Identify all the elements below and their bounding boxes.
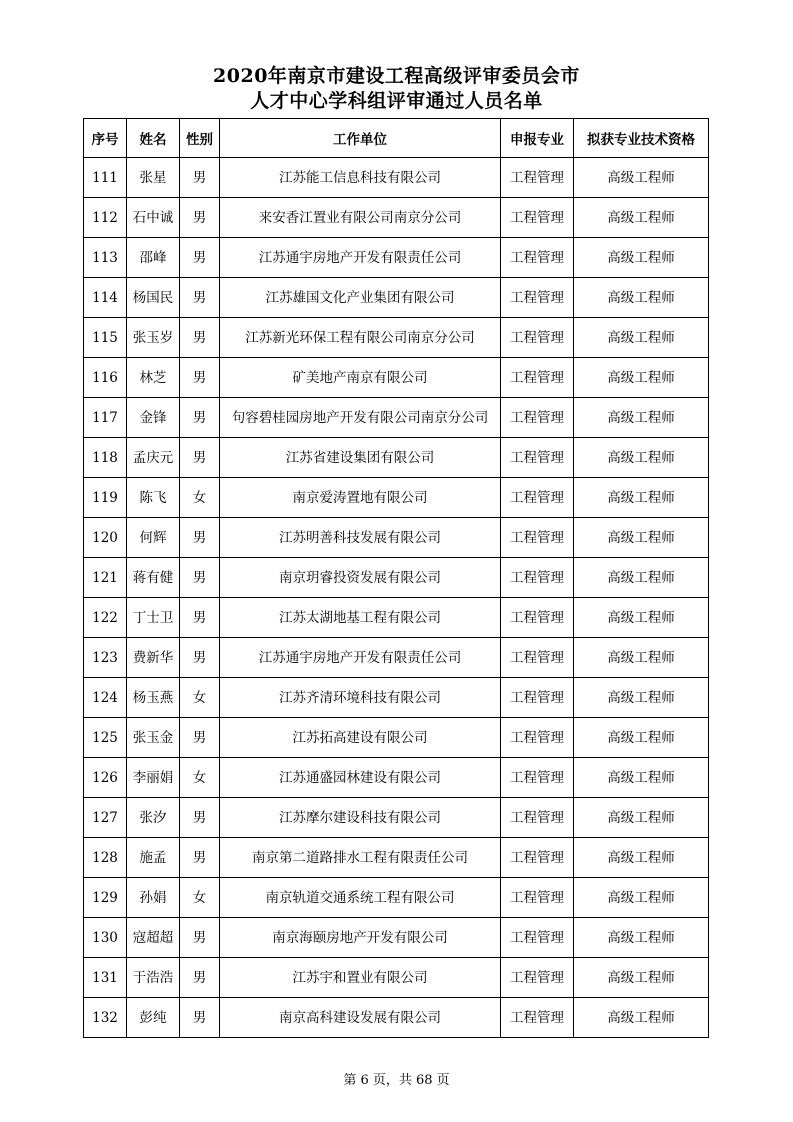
cell-declared-major: 工程管理	[501, 358, 574, 398]
cell-serial-number: 128	[84, 838, 127, 878]
cell-serial-number: 116	[84, 358, 127, 398]
table-row	[84, 478, 709, 518]
cell-declared-major: 工程管理	[501, 158, 574, 198]
cell-qualification: 高级工程师	[574, 798, 709, 838]
cell-serial-number: 126	[84, 758, 127, 798]
table-row	[84, 798, 709, 838]
cell-qualification: 高级工程师	[574, 838, 709, 878]
cell-declared-major: 工程管理	[501, 518, 574, 558]
cell-declared-major: 工程管理	[501, 238, 574, 278]
cell-name: 彭纯	[127, 998, 180, 1038]
cell-sex: 男	[180, 718, 220, 758]
cell-sex: 女	[180, 478, 220, 518]
cell-sex: 男	[180, 318, 220, 358]
cell-serial-number: 113	[84, 238, 127, 278]
cell-qualification: 高级工程师	[574, 518, 709, 558]
cell-qualification: 高级工程师	[574, 158, 709, 198]
cell-name: 林芝	[127, 358, 180, 398]
cell-name: 孙娟	[127, 878, 180, 918]
cell-qualification: 高级工程师	[574, 198, 709, 238]
cell-name: 杨玉燕	[127, 678, 180, 718]
cell-name: 张玉金	[127, 718, 180, 758]
cell-name: 孟庆元	[127, 438, 180, 478]
cell-serial-number: 120	[84, 518, 127, 558]
cell-serial-number: 121	[84, 558, 127, 598]
cell-serial-number: 127	[84, 798, 127, 838]
table-body	[84, 158, 709, 1038]
cell-name: 张汐	[127, 798, 180, 838]
cell-qualification: 高级工程师	[574, 998, 709, 1038]
header-serial-number: 序号	[84, 119, 127, 158]
cell-sex: 男	[180, 998, 220, 1038]
cell-declared-major: 工程管理	[501, 958, 574, 998]
cell-serial-number: 112	[84, 198, 127, 238]
cell-qualification: 高级工程师	[574, 878, 709, 918]
cell-sex: 男	[180, 838, 220, 878]
table-row	[84, 398, 709, 438]
cell-serial-number: 130	[84, 918, 127, 958]
cell-sex: 男	[180, 558, 220, 598]
cell-work-unit: 江苏能工信息科技有限公司	[220, 158, 501, 198]
cell-work-unit: 南京玥睿投资发展有限公司	[220, 558, 501, 598]
cell-qualification: 高级工程师	[574, 598, 709, 638]
cell-serial-number: 125	[84, 718, 127, 758]
cell-declared-major: 工程管理	[501, 878, 574, 918]
cell-work-unit: 矿美地产南京有限公司	[220, 358, 501, 398]
header-declared-major: 申报专业	[501, 119, 574, 158]
cell-name: 蒋有健	[127, 558, 180, 598]
cell-declared-major: 工程管理	[501, 438, 574, 478]
cell-name: 寇超超	[127, 918, 180, 958]
table-row	[84, 438, 709, 478]
cell-serial-number: 124	[84, 678, 127, 718]
cell-name: 费新华	[127, 638, 180, 678]
page-footer: 第 6 页，共 68 页	[343, 1073, 450, 1088]
cell-qualification: 高级工程师	[574, 438, 709, 478]
cell-declared-major: 工程管理	[501, 758, 574, 798]
cell-serial-number: 117	[84, 398, 127, 438]
cell-declared-major: 工程管理	[501, 278, 574, 318]
cell-serial-number: 111	[84, 158, 127, 198]
cell-declared-major: 工程管理	[501, 478, 574, 518]
cell-qualification: 高级工程师	[574, 758, 709, 798]
cell-work-unit: 江苏新光环保工程有限公司南京分公司	[220, 318, 501, 358]
cell-name: 石中诚	[127, 198, 180, 238]
cell-sex: 男	[180, 958, 220, 998]
cell-qualification: 高级工程师	[574, 558, 709, 598]
table-row	[84, 598, 709, 638]
cell-qualification: 高级工程师	[574, 478, 709, 518]
cell-declared-major: 工程管理	[501, 558, 574, 598]
table-row	[84, 558, 709, 598]
cell-name: 李丽娟	[127, 758, 180, 798]
cell-work-unit: 江苏齐清环境科技有限公司	[220, 678, 501, 718]
cell-work-unit: 江苏通宇房地产开发有限责任公司	[220, 638, 501, 678]
cell-name: 施孟	[127, 838, 180, 878]
cell-qualification: 高级工程师	[574, 638, 709, 678]
cell-qualification: 高级工程师	[574, 398, 709, 438]
cell-serial-number: 129	[84, 878, 127, 918]
cell-qualification: 高级工程师	[574, 718, 709, 758]
table-header-row	[84, 119, 709, 158]
table-row	[84, 518, 709, 558]
cell-sex: 男	[180, 398, 220, 438]
cell-serial-number: 123	[84, 638, 127, 678]
cell-serial-number: 132	[84, 998, 127, 1038]
cell-work-unit: 来安香江置业有限公司南京分公司	[220, 198, 501, 238]
cell-work-unit: 句容碧桂园房地产开发有限公司南京分公司	[220, 398, 501, 438]
cell-declared-major: 工程管理	[501, 798, 574, 838]
cell-sex: 男	[180, 358, 220, 398]
cell-serial-number: 114	[84, 278, 127, 318]
cell-name: 张玉岁	[127, 318, 180, 358]
cell-name: 陈飞	[127, 478, 180, 518]
cell-sex: 女	[180, 678, 220, 718]
cell-declared-major: 工程管理	[501, 678, 574, 718]
cell-serial-number: 122	[84, 598, 127, 638]
table-row	[84, 998, 709, 1038]
header-work-unit: 工作单位	[220, 119, 501, 158]
cell-qualification: 高级工程师	[574, 678, 709, 718]
cell-work-unit: 南京海颐房地产开发有限公司	[220, 918, 501, 958]
cell-serial-number: 131	[84, 958, 127, 998]
cell-declared-major: 工程管理	[501, 838, 574, 878]
cell-work-unit: 江苏雄国文化产业集团有限公司	[220, 278, 501, 318]
cell-work-unit: 南京第二道路排水工程有限责任公司	[220, 838, 501, 878]
cell-name: 金锋	[127, 398, 180, 438]
cell-work-unit: 江苏宇和置业有限公司	[220, 958, 501, 998]
cell-serial-number: 118	[84, 438, 127, 478]
cell-qualification: 高级工程师	[574, 238, 709, 278]
table-row	[84, 718, 709, 758]
table-row	[84, 918, 709, 958]
cell-work-unit: 南京高科建设发展有限公司	[220, 998, 501, 1038]
cell-name: 杨国民	[127, 278, 180, 318]
cell-declared-major: 工程管理	[501, 918, 574, 958]
cell-sex: 女	[180, 878, 220, 918]
cell-name: 于浩浩	[127, 958, 180, 998]
cell-sex: 女	[180, 758, 220, 798]
cell-work-unit: 江苏太湖地基工程有限公司	[220, 598, 501, 638]
table-row	[84, 278, 709, 318]
cell-name: 丁士卫	[127, 598, 180, 638]
cell-qualification: 高级工程师	[574, 958, 709, 998]
table-row	[84, 318, 709, 358]
document-title-line1: 2020年南京市建设工程高级评审委员会市	[213, 65, 580, 87]
cell-work-unit: 江苏通盛园林建设有限公司	[220, 758, 501, 798]
table-row	[84, 958, 709, 998]
table-row	[84, 678, 709, 718]
table-row	[84, 758, 709, 798]
cell-qualification: 高级工程师	[574, 318, 709, 358]
cell-work-unit: 南京爱涛置地有限公司	[220, 478, 501, 518]
cell-sex: 男	[180, 238, 220, 278]
cell-work-unit: 江苏通宇房地产开发有限责任公司	[220, 238, 501, 278]
table-row	[84, 838, 709, 878]
cell-sex: 男	[180, 598, 220, 638]
cell-declared-major: 工程管理	[501, 398, 574, 438]
document-title-line2: 人才中心学科组评审通过人员名单	[250, 90, 543, 112]
cell-work-unit: 江苏拓高建设有限公司	[220, 718, 501, 758]
cell-work-unit: 江苏省建设集团有限公司	[220, 438, 501, 478]
cell-work-unit: 江苏摩尔建设科技有限公司	[220, 798, 501, 838]
cell-serial-number: 119	[84, 478, 127, 518]
cell-sex: 男	[180, 518, 220, 558]
cell-sex: 男	[180, 158, 220, 198]
table-row	[84, 638, 709, 678]
cell-sex: 男	[180, 918, 220, 958]
cell-name: 邵峰	[127, 238, 180, 278]
roster-table	[83, 118, 709, 1038]
cell-declared-major: 工程管理	[501, 718, 574, 758]
header-name: 姓名	[127, 119, 180, 158]
table-row	[84, 198, 709, 238]
cell-sex: 男	[180, 638, 220, 678]
cell-work-unit: 江苏明善科技发展有限公司	[220, 518, 501, 558]
cell-declared-major: 工程管理	[501, 598, 574, 638]
cell-serial-number: 115	[84, 318, 127, 358]
cell-sex: 男	[180, 798, 220, 838]
cell-work-unit: 南京轨道交通系统工程有限公司	[220, 878, 501, 918]
cell-qualification: 高级工程师	[574, 918, 709, 958]
cell-sex: 男	[180, 198, 220, 238]
header-sex: 性别	[180, 119, 220, 158]
cell-sex: 男	[180, 278, 220, 318]
cell-name: 张星	[127, 158, 180, 198]
header-qualification: 拟获专业技术资格	[574, 119, 709, 158]
table-row	[84, 158, 709, 198]
cell-qualification: 高级工程师	[574, 358, 709, 398]
cell-name: 何辉	[127, 518, 180, 558]
cell-declared-major: 工程管理	[501, 998, 574, 1038]
cell-declared-major: 工程管理	[501, 318, 574, 358]
table-row	[84, 238, 709, 278]
cell-declared-major: 工程管理	[501, 638, 574, 678]
cell-sex: 男	[180, 438, 220, 478]
table-row	[84, 878, 709, 918]
table-row	[84, 358, 709, 398]
cell-qualification: 高级工程师	[574, 278, 709, 318]
cell-declared-major: 工程管理	[501, 198, 574, 238]
